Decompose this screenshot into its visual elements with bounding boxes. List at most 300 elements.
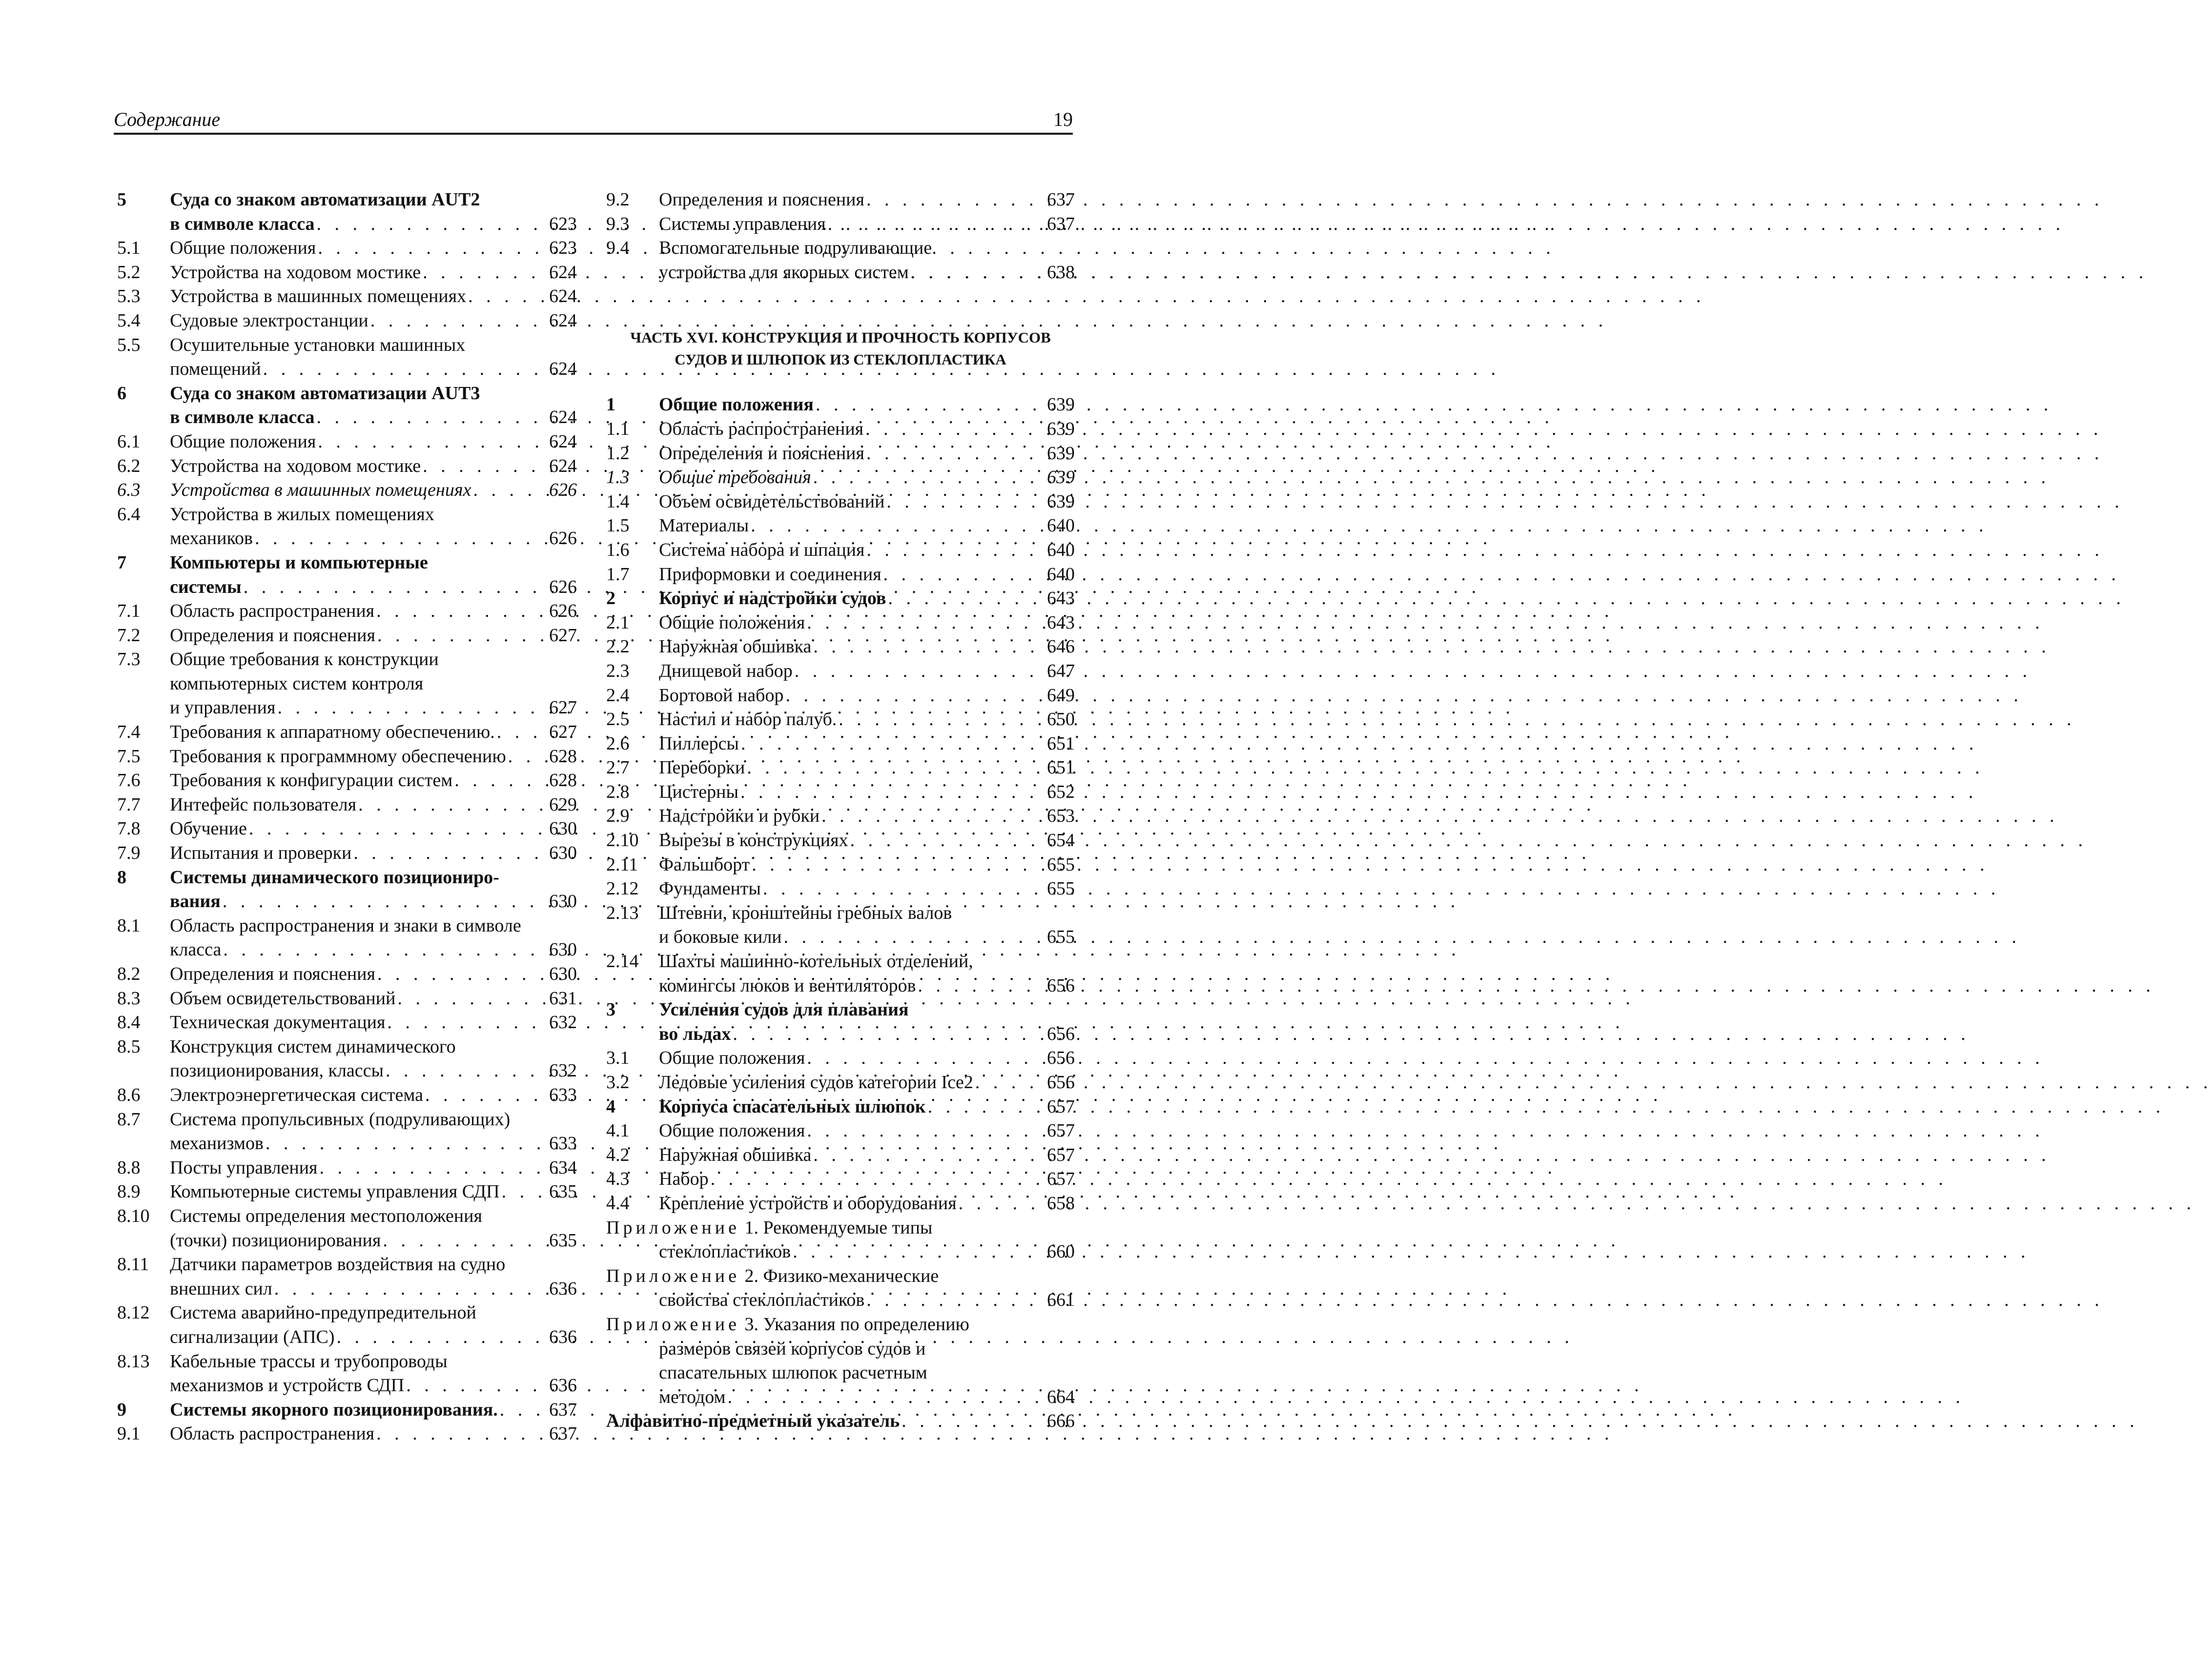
leader-dots: [423, 454, 544, 479]
leader-dots: [807, 1119, 1042, 1143]
toc-entry-title: Устройства в машинных помещениях: [170, 286, 467, 307]
toc-entry-title: Системы управления: [659, 213, 826, 234]
leader-dots: [959, 1192, 1042, 1216]
toc-entry-title: Определения и пояснения: [170, 964, 375, 984]
toc-entry[interactable]: [606, 514, 1075, 538]
leader-dots: [733, 1022, 1042, 1047]
toc-entry[interactable]: [606, 1046, 1075, 1071]
toc-entry-number: 1.5: [606, 515, 630, 536]
toc-entry-title: Область распространения и знаки в символе: [170, 915, 521, 936]
toc-entry-number: 7.3: [117, 649, 141, 670]
toc-entry-title: Системы динамического позициониро-: [170, 867, 499, 888]
toc-entry-page: 656: [1047, 1072, 1075, 1093]
toc-entry-page: 657: [1047, 1169, 1075, 1190]
toc-entry[interactable]: [117, 720, 577, 745]
leader-dots: [752, 853, 1042, 877]
toc-entry-number: 8.10: [117, 1205, 150, 1226]
toc-entry[interactable]: [606, 587, 1075, 611]
toc-entry[interactable]: [606, 1071, 1075, 1095]
toc-entry-page: 637: [549, 1399, 577, 1420]
toc-entry-number: 5.2: [117, 262, 141, 283]
toc-entry-title: Общие положения: [170, 431, 316, 452]
toc-entry-page: 635: [549, 1230, 577, 1251]
toc-entry-title: Приформовки и соединения: [659, 564, 881, 585]
toc-entry-number: 8.1: [117, 915, 141, 936]
toc-entry[interactable]: [117, 284, 577, 309]
toc-entry-title: Общие требования: [659, 467, 811, 488]
toc-entry-title: Определения и пояснения: [659, 189, 864, 210]
toc-entry-number: 8.6: [117, 1084, 141, 1105]
leader-dots: [883, 563, 1042, 587]
toc-entry[interactable]: [117, 599, 577, 624]
toc-entry-title: Цистерны: [659, 781, 738, 802]
leader-dots: [377, 962, 544, 987]
leader-dots: [785, 684, 1042, 708]
toc-entry-page: 640: [1047, 539, 1075, 560]
appendix-page: 660: [1047, 1241, 1075, 1262]
toc-entry-title: внешних сил: [170, 1278, 272, 1299]
toc-entry-page: 632: [549, 1012, 577, 1033]
toc-entry[interactable]: [117, 769, 577, 793]
toc-entry-number: 7.4: [117, 722, 141, 743]
toc-entry-title: Испытания и проверки: [170, 843, 352, 864]
leader-dots: [839, 708, 1042, 732]
toc-entry-number: 8.12: [117, 1302, 150, 1323]
leader-dots: [813, 635, 1042, 659]
toc-entry-title: Устройства на ходовом мостике: [170, 455, 421, 476]
toc-entry-number: 6.1: [117, 431, 141, 452]
leader-dots: [728, 1385, 1042, 1410]
toc-entry[interactable]: [117, 866, 577, 914]
toc-entry-page: 654: [1047, 830, 1075, 851]
toc-entry-page: 652: [1047, 781, 1075, 802]
toc-entry[interactable]: [606, 563, 1075, 587]
toc-entry-number: 8.11: [117, 1254, 149, 1275]
appendix-label: Приложение: [606, 1314, 740, 1335]
toc-entry-number: 4.2: [606, 1144, 630, 1165]
toc-entry-title: Корпус и надстройки судов: [659, 588, 886, 609]
leader-dots: [468, 284, 544, 309]
toc-entry-title: сигнализации (АПС): [170, 1326, 335, 1347]
toc-entry-page: 624: [549, 310, 577, 331]
toc-entry-page: 643: [1047, 612, 1075, 633]
toc-appendix[interactable]: [606, 1313, 1075, 1409]
toc-entry-number: 3.1: [606, 1048, 630, 1069]
toc-entry[interactable]: [117, 382, 577, 430]
toc-entry-page: 657: [1047, 1096, 1075, 1117]
toc-entry-title: Усиления судов для плавания: [659, 999, 909, 1020]
toc-entry-title: и управления: [170, 697, 276, 718]
toc-entry-title: Осушительные установки машинных: [170, 334, 466, 355]
toc-entry[interactable]: [117, 236, 577, 261]
toc-entry-title: Кабельные трассы и трубопроводы: [170, 1351, 448, 1372]
toc-entry-page: 643: [1047, 588, 1075, 609]
index-entry-title: Алфавитно-предметный указатель: [606, 1411, 900, 1432]
toc-entry[interactable]: [606, 853, 1075, 877]
toc-entry-page: 624: [549, 359, 577, 380]
toc-entry[interactable]: [117, 551, 577, 599]
toc-entry[interactable]: [606, 756, 1075, 780]
toc-entry-page: 628: [549, 770, 577, 791]
toc-entry[interactable]: [117, 1035, 577, 1083]
toc-entry-number: 7.1: [117, 601, 141, 622]
toc-entry-number: 5.3: [117, 286, 141, 307]
toc-entry-title: Система набора и шпация: [659, 539, 865, 560]
toc-entry-page: 647: [1047, 660, 1075, 681]
leader-dots: [376, 599, 544, 624]
toc-entry-page: 639: [1047, 443, 1075, 464]
toc-entry-title: позиционирования, классы: [170, 1060, 384, 1081]
leader-dots: [277, 696, 544, 720]
toc-entry-title: Штевни, кронштейны гребных валов: [659, 902, 952, 923]
toc-entry[interactable]: [606, 212, 1075, 237]
leader-dots: [500, 1398, 544, 1422]
toc-entry-number: 2.4: [606, 685, 630, 706]
leader-dots: [747, 756, 1042, 780]
toc-entry-page: 639: [1047, 491, 1075, 512]
toc-entry-page: 637: [1047, 213, 1075, 234]
toc-entry-number: 4.4: [606, 1193, 630, 1214]
toc-entry-title: механизмов и устройств СДП: [170, 1375, 405, 1396]
toc-entry-title: Судовые электростанции: [170, 310, 369, 331]
toc-entry[interactable]: [606, 442, 1075, 466]
toc-entry-number: 2.13: [606, 902, 639, 923]
toc-entry-number: 7.8: [117, 818, 141, 839]
toc-entry[interactable]: [606, 538, 1075, 563]
toc-entry-title: Область распространения: [170, 601, 375, 622]
leader-dots: [502, 1180, 544, 1204]
toc-entry-title: механизмов: [170, 1133, 264, 1154]
toc-left-column: [117, 188, 577, 1446]
toc-entry-title: Общие положения: [659, 1048, 805, 1069]
toc-entry-number: 1.2: [606, 443, 630, 464]
toc-entry-title: Система пропульсивных (подруливающих): [170, 1109, 511, 1130]
toc-entry-number: 5.1: [117, 238, 141, 259]
toc-entry-number: 5: [117, 189, 126, 210]
toc-entry[interactable]: [606, 998, 1075, 1046]
toc-entry-page: 626: [549, 480, 577, 501]
leader-dots: [263, 357, 544, 382]
toc-entry[interactable]: [117, 962, 577, 987]
leader-dots: [266, 1132, 544, 1156]
toc-entry[interactable]: [117, 309, 577, 333]
toc-right-main: [606, 393, 1075, 1216]
toc-entry-number: 8.9: [117, 1181, 141, 1202]
appendix-title: размеров связей корпусов судов и: [659, 1338, 926, 1359]
leader-dots: [377, 624, 544, 648]
toc-entry[interactable]: [117, 454, 577, 479]
appendix-title: стеклопластиков: [659, 1241, 791, 1262]
toc-entry[interactable]: [117, 914, 577, 962]
toc-entry-page: 623: [549, 213, 577, 234]
leader-dots: [866, 1288, 1042, 1313]
toc-entry-title: класса: [170, 939, 222, 960]
toc-entry[interactable]: [117, 261, 577, 285]
toc-entry[interactable]: [117, 188, 577, 236]
leader-dots: [318, 236, 544, 261]
leader-dots: [740, 780, 1042, 805]
toc-entry-title: Днищевой набор: [659, 660, 793, 681]
toc-entry-number: 9.3: [606, 213, 630, 234]
toc-entry-number: 2.10: [606, 830, 639, 851]
toc-entry[interactable]: [117, 648, 577, 720]
toc-entry-title: Посты управления: [170, 1157, 318, 1178]
toc-entry-number: 7.5: [117, 746, 141, 767]
toc-entry-number: 2: [606, 588, 615, 609]
leader-dots: [911, 261, 1042, 285]
toc-entry-title: Объем освидетельствований: [170, 988, 396, 1009]
toc-entry-title: Электроэнергетическая система: [170, 1084, 424, 1105]
appendix-page: 661: [1047, 1290, 1075, 1311]
toc-entry-title: Устройства в машинных помещениях: [170, 480, 471, 501]
toc-entry[interactable]: [117, 745, 577, 769]
toc-entry-page: 624: [549, 455, 577, 476]
leader-dots: [317, 212, 544, 237]
toc-entry-page: 623: [549, 238, 577, 259]
toc-entry-title: Бортовой набор: [659, 685, 784, 706]
toc-entry[interactable]: [606, 1095, 1075, 1119]
leader-dots: [928, 1095, 1042, 1119]
toc-entry-page: 627: [549, 722, 577, 743]
toc-entry-page: 639: [1047, 418, 1075, 439]
toc-entry-number: 2.7: [606, 757, 630, 778]
toc-entry-title: Общие положения: [659, 1120, 805, 1141]
appendix-title: спасательных шлюпок расчетным: [659, 1362, 927, 1383]
toc-entry-title: Вспомогательные подруливающие: [659, 238, 932, 259]
toc-entry[interactable]: [117, 1398, 577, 1422]
toc-entry-number: 6.2: [117, 455, 141, 476]
toc-entry-page: 630: [549, 891, 577, 912]
toc-entry-number: 1.1: [606, 418, 630, 439]
toc-entry[interactable]: [606, 804, 1075, 829]
toc-entry[interactable]: [606, 1167, 1075, 1192]
toc-entry[interactable]: [606, 635, 1075, 659]
leader-dots: [358, 793, 544, 817]
toc-entry-title: Датчики параметров воздействия на судно: [170, 1254, 506, 1275]
toc-entry-title: Крепление устройств и оборудования: [659, 1193, 957, 1214]
toc-appendix[interactable]: [606, 1216, 1075, 1264]
leader-dots: [975, 1071, 1042, 1095]
toc-entry-page: 651: [1047, 733, 1075, 754]
toc-entry-page: 639: [1047, 394, 1075, 415]
toc-entry-title: Конструкция систем динамического: [170, 1036, 456, 1057]
leader-dots: [508, 745, 544, 769]
toc-entry-number: 2.2: [606, 636, 630, 657]
toc-entry-title: Ледовые усиления судов категории Ice2: [659, 1072, 973, 1093]
part-heading-line2: СУДОВ И ШЛЮПОК ИЗ СТЕКЛОПЛАСТИКА: [675, 351, 1006, 368]
toc-entry-number: 9.4: [606, 238, 630, 259]
toc-entry[interactable]: [606, 393, 1075, 417]
toc-entry-page: 657: [1047, 1120, 1075, 1141]
toc-entry[interactable]: [606, 1192, 1075, 1216]
leader-dots: [866, 442, 1042, 466]
toc-entry-number: 1.7: [606, 564, 630, 585]
leader-dots: [274, 1277, 544, 1301]
leader-dots: [317, 405, 544, 430]
toc-entry-number: 1.3: [606, 467, 630, 488]
toc-entry-page: 634: [549, 1157, 577, 1178]
toc-entry-title: Материалы: [659, 515, 749, 536]
toc-entry-page: 656: [1047, 975, 1075, 996]
toc-entry-title: Требования к аппаратному обеспечению.: [170, 722, 495, 743]
toc-entry[interactable]: [606, 659, 1075, 684]
toc-entry-title: Фальшборт: [659, 854, 750, 875]
toc-entry-page: 624: [549, 262, 577, 283]
toc-entry[interactable]: [606, 829, 1075, 853]
toc-entry[interactable]: [606, 236, 1075, 284]
toc-entry-page: 653: [1047, 806, 1075, 827]
toc-entry[interactable]: [117, 1180, 577, 1204]
toc-entry-number: 8.13: [117, 1351, 150, 1372]
toc-entry-number: 8.4: [117, 1012, 141, 1033]
toc-entry[interactable]: [606, 611, 1075, 635]
toc-entry[interactable]: [117, 793, 577, 817]
toc-entry-title: Определения и пояснения: [659, 443, 864, 464]
toc-entry[interactable]: [117, 333, 577, 382]
toc-entry[interactable]: [117, 1301, 577, 1349]
leader-dots: [816, 393, 1042, 417]
leader-dots: [865, 417, 1042, 442]
toc-entry[interactable]: [117, 478, 577, 503]
toc-entry-number: 7.7: [117, 794, 141, 815]
toc-entry[interactable]: [606, 708, 1075, 732]
toc-entry[interactable]: [606, 950, 1075, 998]
leader-dots: [320, 1156, 544, 1180]
toc-entry-page: 638: [1047, 262, 1075, 283]
toc-entry-title: Устройства на ходовом мостике: [170, 262, 421, 283]
toc-entry-page: 646: [1047, 636, 1075, 657]
toc-entry[interactable]: [117, 1108, 577, 1156]
toc-entry[interactable]: [606, 780, 1075, 805]
toc-entry-page: 629: [549, 794, 577, 815]
toc-entry-number: 6.4: [117, 504, 141, 525]
toc-entry-number: 2.11: [606, 854, 638, 875]
toc-entry[interactable]: [117, 987, 577, 1011]
toc-entry-title: Набор: [659, 1169, 709, 1190]
toc-entry[interactable]: [117, 503, 577, 551]
toc-entry-number: 2.6: [606, 733, 630, 754]
toc-entry-number: 2.5: [606, 709, 630, 730]
toc-entry-title: Общие требования к конструкции: [170, 649, 439, 670]
toc-entry[interactable]: [117, 1253, 577, 1301]
toc-entry-page: 640: [1047, 515, 1075, 536]
appendix-title: 3. Указания по определению: [744, 1314, 969, 1335]
toc-entry[interactable]: [117, 1204, 577, 1253]
toc-entry-title: Общие положения: [659, 394, 814, 415]
toc-entry-page: 636: [549, 1375, 577, 1396]
leader-dots: [711, 1167, 1042, 1192]
toc-entry-page: 627: [549, 697, 577, 718]
toc-entry-title: Корпуса спасательных шлюпок: [659, 1096, 926, 1117]
leader-dots: [223, 890, 544, 914]
leader-dots: [318, 430, 544, 454]
toc-entry-title: Переборки: [659, 757, 745, 778]
toc-entry-title: (точки) позиционирования: [170, 1230, 381, 1251]
toc-entry[interactable]: [117, 1011, 577, 1035]
toc-entry-page: 624: [549, 407, 577, 428]
toc-entry-number: 2.14: [606, 951, 639, 972]
toc-entry-number: 2.1: [606, 612, 630, 633]
toc-entry-number: 8: [117, 867, 126, 888]
toc-entry[interactable]: [606, 684, 1075, 708]
toc-entry-page: 639: [1047, 467, 1075, 488]
toc-entry-title: Шахты машинно-котельных отделений,: [659, 951, 973, 972]
appendix-title: методом: [659, 1386, 726, 1407]
toc-entry-page: 655: [1047, 878, 1075, 899]
toc-entry-title: Фундаменты: [659, 878, 761, 899]
appendix-label: Приложение: [606, 1217, 740, 1238]
toc-entry-title: механиков: [170, 528, 253, 549]
leader-dots: [784, 925, 1042, 950]
toc-entry-title: Устройства в жилых помещениях: [170, 504, 434, 525]
toc-entry[interactable]: [606, 1143, 1075, 1168]
toc-entry[interactable]: [606, 732, 1075, 756]
toc-entry-title: Пиллерсы: [659, 733, 739, 754]
leader-dots: [813, 466, 1042, 490]
toc-entry-page: 658: [1047, 1193, 1075, 1214]
toc-entry-page: 630: [549, 964, 577, 984]
toc-entry[interactable]: [606, 901, 1075, 950]
toc-entry-title: Общие положения: [170, 238, 316, 259]
toc-entry-number: 3.2: [606, 1072, 630, 1093]
toc-entry-page: 624: [549, 431, 577, 452]
toc-index-entry[interactable]: [606, 1409, 1075, 1434]
toc-entry-title: Область распространения: [659, 418, 864, 439]
toc-entry[interactable]: [117, 624, 577, 648]
header-title: Содержание: [114, 108, 221, 130]
toc-entry[interactable]: [117, 1156, 577, 1180]
toc-entry[interactable]: [606, 417, 1075, 442]
toc-entry-number: 8.2: [117, 964, 141, 984]
toc-entry-number: 4.3: [606, 1169, 630, 1190]
toc-entry-page: 630: [549, 939, 577, 960]
toc-entry-page: 655: [1047, 854, 1075, 875]
toc-entry-page: 657: [1047, 1144, 1075, 1165]
toc-entry[interactable]: [606, 1119, 1075, 1143]
toc-entry[interactable]: [117, 1350, 577, 1398]
toc-entry-page: 632: [549, 1060, 577, 1081]
toc-entry-page: 655: [1047, 927, 1075, 948]
toc-entry-page: 650: [1047, 709, 1075, 730]
toc-entry[interactable]: [606, 188, 1075, 212]
toc-entry[interactable]: [117, 1083, 577, 1108]
leader-dots: [807, 1046, 1042, 1071]
toc-entry[interactable]: [117, 1422, 577, 1446]
toc-entry-page: 633: [549, 1084, 577, 1105]
toc-entry-title: и боковые кили: [659, 927, 782, 948]
toc-entry[interactable]: [606, 877, 1075, 901]
toc-entry-number: 4: [606, 1096, 615, 1117]
toc-entry[interactable]: [117, 817, 577, 841]
toc-entry-title: системы: [170, 576, 242, 597]
toc-entry-page: 656: [1047, 1023, 1075, 1044]
toc-entry-number: 9.2: [606, 189, 630, 210]
leader-dots: [795, 659, 1042, 684]
appendix-label: Приложение: [606, 1265, 740, 1286]
leader-dots: [867, 538, 1042, 563]
toc-entry-title: Общие положения: [659, 612, 805, 633]
toc-entry[interactable]: [117, 841, 577, 866]
toc-entry[interactable]: [606, 490, 1075, 514]
toc-entry[interactable]: [117, 430, 577, 454]
toc-appendix[interactable]: [606, 1264, 1075, 1313]
toc-entry-number: 8.5: [117, 1036, 141, 1057]
toc-entry-title: Надстройки и рубки: [659, 806, 820, 827]
toc-entry[interactable]: [606, 466, 1075, 490]
toc-entry-page: 627: [549, 625, 577, 646]
toc-entry-number: 7.9: [117, 843, 141, 864]
toc-entry-page: 636: [549, 1278, 577, 1299]
